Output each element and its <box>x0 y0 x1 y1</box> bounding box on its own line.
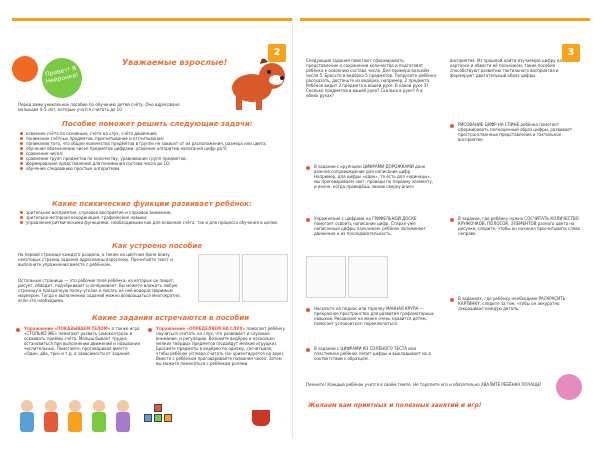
goal-item: понимание счётных предметов, присчитывание и отсчитывание; <box>26 136 288 141</box>
dog-illustration <box>222 46 292 116</box>
col1-paragraph-1: Следующие задания помогают сформировать представление о сохранении количества и подготовят ребёнка к освоению состава числа. Для примера возьмём число 5. Бросьте в ведёрко 5 предметов. Попросите ребёнка рассказать, достаньте из ведёрка, например, 2 предмета. Ребёнок видит 2 предмета в вашей руке. В какой руке 3? Сколько предметов в вашей руке? Сколько в руке? А в обеих руках? <box>306 58 436 98</box>
col2-paragraph-4: В заданиях, где ребёнку необходимо РАСКРАСИТЬ КАРТИНКУ, следите за тем, чтобы он аккуратно закрашивал каждую деталь. <box>458 296 566 311</box>
structure-heading: Как устроено пособие <box>112 242 203 250</box>
task-bullet <box>450 298 454 302</box>
bucket-illustration <box>252 410 270 426</box>
task-bullet <box>148 328 152 332</box>
top-accent-bar <box>300 18 590 21</box>
task-bullet <box>306 166 310 170</box>
sample-page-card-2 <box>242 254 288 302</box>
task-bullet <box>306 348 310 352</box>
sun-decoration <box>12 56 38 82</box>
goal-item: сравнение чисел; <box>26 151 288 156</box>
function-item: зрительное восприятие, слуховое восприятие и слуховое внимание; <box>26 210 288 215</box>
goal-item: сравнение групп предметов по количеству, уравнивание групп предметов; <box>26 156 288 161</box>
col2-paragraph-3: В задании, где ребёнку нужно СОСЧИТАТЬ КОЛИЧЕСТВО КРУЖОЧКОВ, ПОЛОСОК, ЭЛЕМЕНТОВ разного цвета на рисунке, следите, чтобы он начинал просчитывать слева направо. <box>458 216 580 236</box>
mascot-sticker: Привет! Я Нейронка! <box>38 54 85 101</box>
child-figure <box>88 400 110 432</box>
function-item: зрительно-моторная координация, графические навыки; <box>26 215 288 220</box>
col1-paragraph-4: Насыпьте на поднос или тарелку МАННАЯ КРУПА — прекрасное пространство для развития графомоторных навыков. Рисование на манке очень нравится детям, помогает успокоиться, переключиться. <box>314 306 434 326</box>
task-bullet <box>450 218 454 222</box>
col2-paragraph-2: РИСОВАНИЕ ЦИФР НА СПИНЕ ребёнка помогает сформировать полноценный образ цифры, развивает пространственные представления и тактильное восприятие. <box>458 122 573 142</box>
task-1 <box>24 326 142 356</box>
goal-item: обучение обозначению чисел предметов цифрами, усвоение алгоритма написания цифр до 9; <box>26 146 288 151</box>
structure-text: На первой странице каждого раздела, а также на цветном фоне внизу некоторых страниц задания адресованы взрослому. Прочитайте текст и выполните упражнения вместе с ребёнком. <box>18 252 173 267</box>
greeting-heading: Уважаемые взрослые! <box>122 58 228 67</box>
task-2-label: Упражнение «ОПРЕДЕЛЯЕМ НА СЛУХ» <box>156 326 246 331</box>
sample-page-card-1 <box>198 254 240 302</box>
praise-note: Помните! Каждый ребёнок учится в своём темпе. Не торопите его и обязательно ХВАЛИТЕ РЕБЁНКА ПОЧАЩЕ! <box>306 382 542 387</box>
task-1-label: Упражнение «ПОКАЗЫВАЕМ ТЕЛОМ» <box>24 326 111 331</box>
task-bullet <box>306 218 310 222</box>
functions-heading: Какие психические функции развивает ребёнок: <box>52 200 252 208</box>
functions-list <box>18 210 288 225</box>
function-item: управление ритмическими функциями, необходимыми как для освоения счёта, так и для процесса обучения в целом. <box>26 220 288 225</box>
col1-paragraph-2: В задании с крупными ЦИФРАМИ-ДОРОЖКАМИ дано важное сопровождение для написания цифр. Например, для цифры «один», то есть для «единицы», мы проговариваем «вот, проведи по первому элементу, и иначе, когда проведёшь линию сверху вниз». <box>314 164 433 189</box>
child-figure <box>16 400 38 432</box>
structure-text-2: Остальные страницы — это рабочие поля ребёнка, на которых он пишет, рисует, обводит, подчёркивает и зачёркивает. Вы можете вложить любую страницу в прозрачную папку-уголок и писать на ней водорастворимым маркером. Тогда к выполнению заданий можно возвращаться многократно, если это необходимо. <box>18 278 181 303</box>
sample-card-b <box>348 256 388 298</box>
task-2-text: помогает ребёнку научиться считать на слух, что развивает и слуховое внимание, и регуляцию. Возьмите ведёрко и несколько мелких твёрдых предметов (подойдут мелкие игрушки). Бросайте предметы в ведёрко по одному, сосчитывая, чтобы ребёнок успевал считать (он ориентируется на звук). Вместе с ребёнком проговаривайте названия чисел. Затем вы можете поменяться с ребёнком ролями. <box>156 326 285 366</box>
task-2 <box>156 326 286 366</box>
goal-item: обучение следованию простым алгоритмам. <box>26 166 288 171</box>
goal-item: освоение счёта по основным, счёта на слух, счёта движений; <box>26 131 288 136</box>
task-bullet <box>450 124 454 128</box>
sample-card-a <box>306 256 346 298</box>
child-figure <box>64 400 86 432</box>
intro-text: Перед вами уникальное пособие по обучению детей счёту. Оно адресовано малышам 4–5 лет, которые учатся считать до 10. <box>18 102 180 112</box>
task-bullet <box>306 308 310 312</box>
page-number: 3 <box>562 44 580 62</box>
goal-item: формирование представления для понимания состава числа до 10; <box>26 161 288 166</box>
top-accent-bar <box>12 18 292 21</box>
closing-wish: Желаем вам приятных и полезных занятий и игр! <box>308 402 482 409</box>
tasks-heading: Какие задания встречаются в пособии <box>92 314 250 322</box>
task-bullet <box>16 328 20 332</box>
col2-paragraph-1: восприятие. Из прошлой найти изучаемую цифру на карточке и обвести её пальчиком, такие пособия способствуют развитию тактильного восприятия и формируют двигательный образ цифры. <box>450 58 562 78</box>
cubes-illustration <box>144 404 194 424</box>
child-figure <box>40 400 62 432</box>
task-1-text: а также игра «СТОЛЬКО ЖЕ» помогают развить самоконтроль и осваивать приёмы счёта. Малыш бывает трудно остановиться при выполнении движений и назывании числительных. Помогайте, проговаривая вместе «Один, два, три» и т.д. в зависимости от задания. <box>24 326 141 356</box>
col1-paragraph-3: Упражнение с цифрами на ГРИФЕЛЬНОЙ ДОСКЕ помогает освоить написание цифр. Стирая уже написанные цифры пальчиком, ребёнок запоминает движения и их последовательность. <box>314 216 426 236</box>
left-page <box>12 18 293 438</box>
col1-paragraph-5: В задании с ЦИФРАМИ ИЗ СОЛЁНОГО ТЕСТА или пластилина ребёнок лепит цифры и выкладывает их в соответствии с образцом. <box>314 346 431 361</box>
pink-creature-illustration <box>556 374 582 400</box>
child-figure <box>112 400 134 432</box>
goals-list <box>18 131 288 171</box>
right-page <box>300 18 590 438</box>
goals-heading: Пособие поможет решить следующие задачи: <box>62 120 253 128</box>
goal-item: понимание того, что общее количество предметов в группе не зависит от их расположения, размера или цвета; <box>26 141 288 146</box>
page-number: 2 <box>268 44 286 62</box>
